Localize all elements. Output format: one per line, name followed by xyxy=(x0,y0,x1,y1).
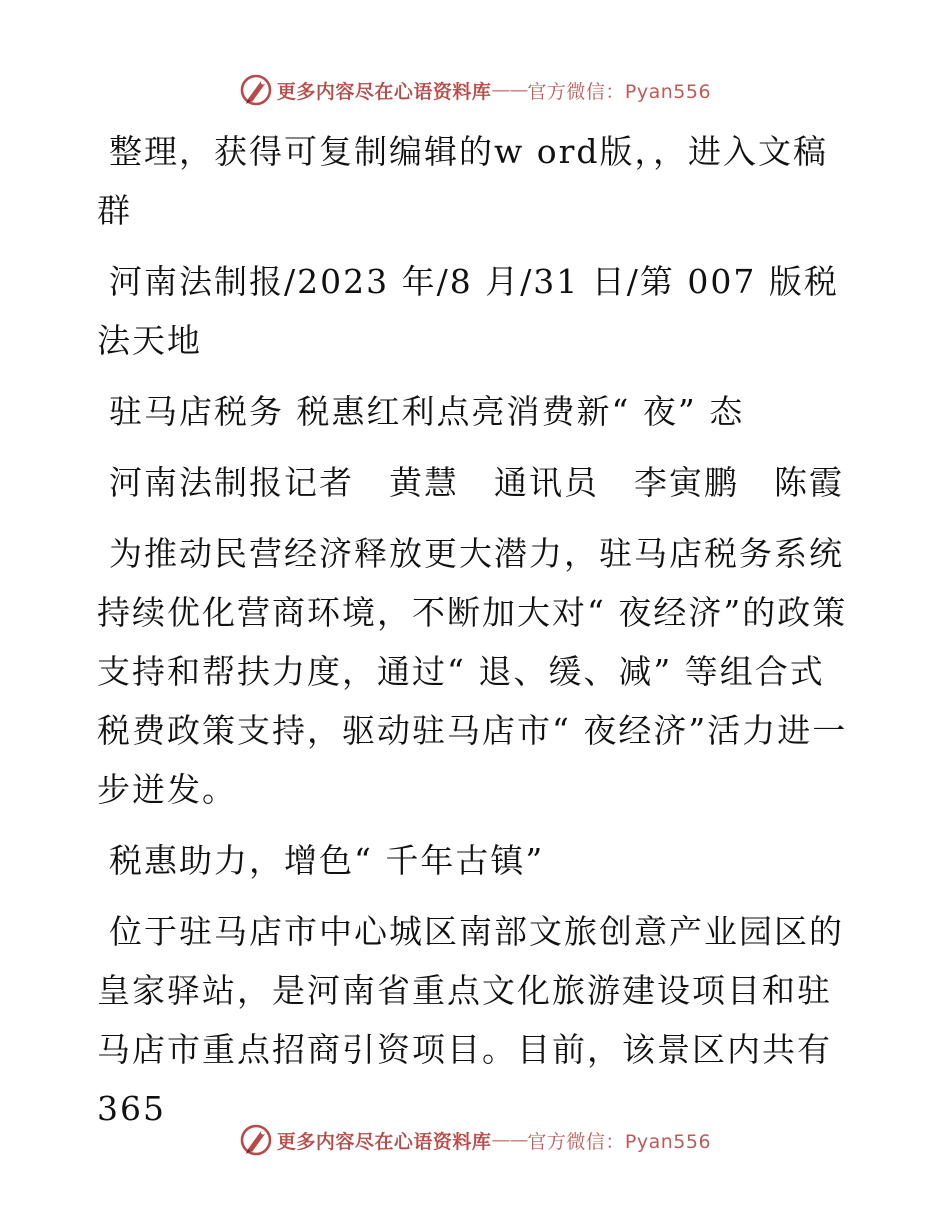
paragraph-text: 整理，获得可复制编辑的w ord版，，进入文稿群 xyxy=(97,132,829,230)
document-body xyxy=(97,122,857,1150)
paragraph-text: 税惠助力，增色“ 千年古镇” xyxy=(109,841,545,880)
paragraph-intro xyxy=(97,122,857,240)
watermark-brand: 更多内容尽在心语资料库 xyxy=(276,1130,492,1153)
paragraph-body xyxy=(97,902,857,1138)
watermark-brand: 更多内容尽在心语资料库 xyxy=(276,80,492,103)
pen-circle-logo-icon xyxy=(239,1123,273,1157)
watermark-dash: —— xyxy=(491,1129,528,1151)
article-byline xyxy=(97,453,857,512)
pen-circle-logo-icon xyxy=(239,73,273,107)
watermark-banner-bottom xyxy=(0,1120,950,1160)
watermark-dash: —— xyxy=(491,79,528,101)
paragraph-lead xyxy=(97,524,857,819)
watermark-banner-top xyxy=(0,70,950,110)
paragraph-text: 河南法制报记者 黄慧 通讯员 李寅鹏 陈霞 xyxy=(109,463,844,502)
watermark-contact: 官方微信：Pyan556 xyxy=(527,80,712,103)
paragraph-text: 驻马店税务 税惠红利点亮消费新“ 夜” 态 xyxy=(109,392,745,431)
paragraph-text: 位于驻马店市中心城区南部文旅创意产业园区的皇家驿站，是河南省重点文化旅游建设项目和驻马店市重点招商引资项目。目前，该景区内共有 365 xyxy=(97,912,844,1128)
paragraph-text: 为推动民营经济释放更大潜力，驻马店税务系统持续优化营商环境，不断加大对“ 夜经济”的政策支持和帮扶力度，通过“ 退、缓、减” 等组合式税费政策支持，驱动驻马店市“ 夜经济”活力进一步迸发。 xyxy=(97,534,848,809)
paragraph-source xyxy=(97,252,857,370)
paragraph-text: 河南法制报/2023 年/8 月/31 日/第 007 版税法天地 xyxy=(97,262,839,360)
article-headline xyxy=(97,382,857,441)
section-heading xyxy=(97,831,857,890)
watermark-contact: 官方微信：Pyan556 xyxy=(527,1130,712,1153)
